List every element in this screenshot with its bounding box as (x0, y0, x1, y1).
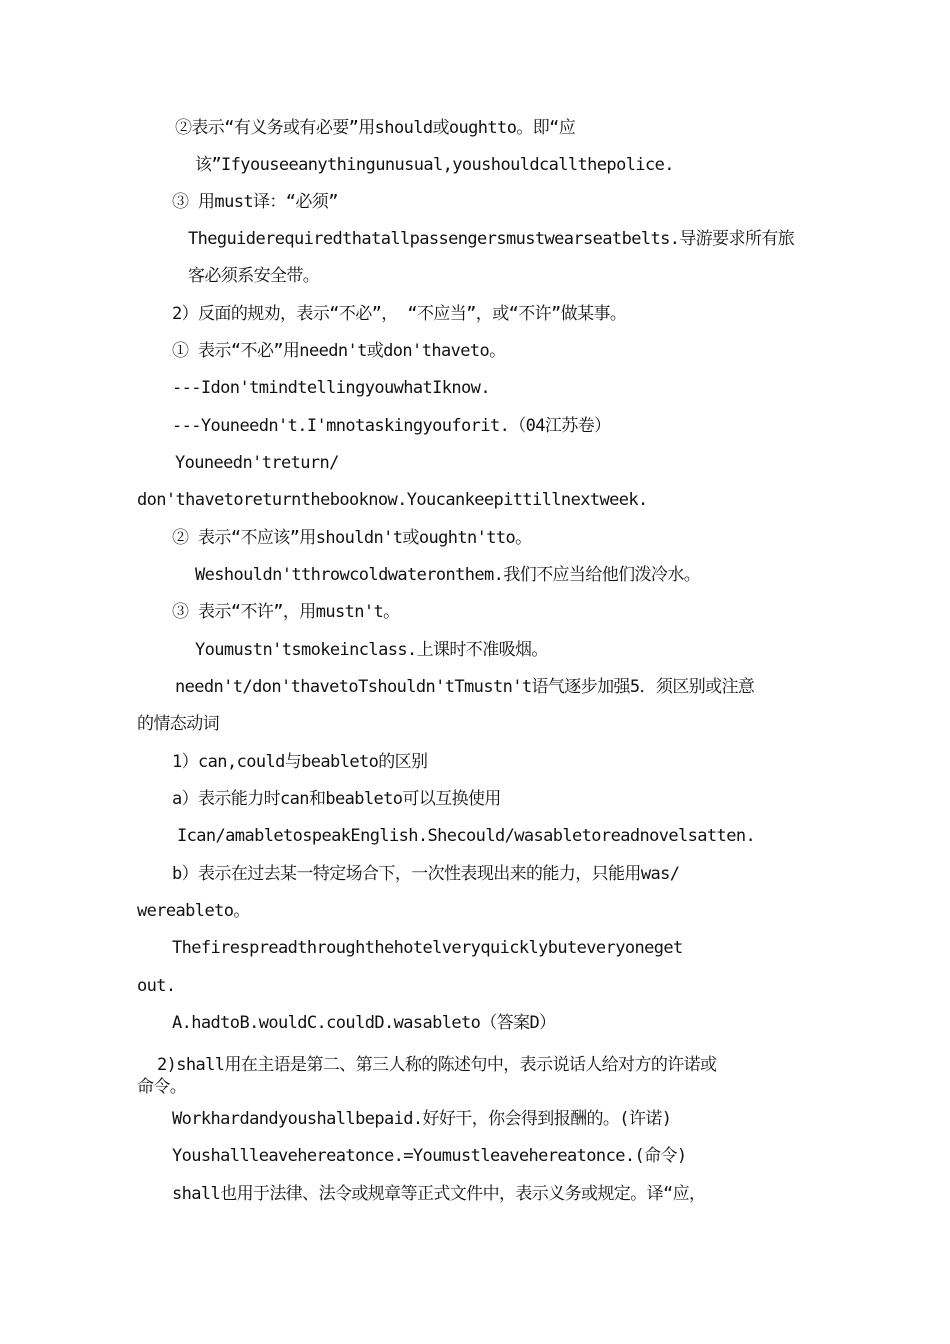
text-line: ① 表示“不必”用needn't或don'thaveto。 (172, 341, 506, 361)
text-line: a）表示能力时can和beableto可以互换使用 (172, 789, 501, 809)
text-line: 2)shall用在主语是第二、第三人称的陈述句中，表示说话人给对方的许诺或 (157, 1055, 717, 1075)
text-line: 命令。 (137, 1077, 187, 1097)
text-line: out. (137, 976, 176, 996)
text-line: ---Idon'tmindtellingyouwhatIknow. (172, 378, 490, 398)
text-line: 客必须系安全带。 (188, 266, 320, 286)
text-line: ③ 用must译：“必须” (172, 192, 338, 212)
text-line: 2）反面的规劝，表示“不必”， “不应当”，或“不许”做某事。 (172, 304, 627, 324)
text-line: ② 表示“不应该”用shouldn't或oughtn'tto。 (172, 528, 532, 548)
text-line: b）表示在过去某一特定场合下，一次性表现出来的能力，只能用was/ (172, 864, 680, 884)
text-line: Youneedn'treturn/ (175, 453, 339, 473)
text-line: don'thavetoreturnthebooknow.Youcankeepittillnextweek. (137, 490, 648, 510)
text-line: Youshallleavehereatonce.=Youmustleavehereatonce.(命令) (172, 1146, 687, 1166)
text-line: shall也用于法律、法令或规章等正式文件中，表示义务或规定。译“应， (172, 1184, 706, 1204)
text-line: ③ 表示“不许”，用mustn't。 (172, 602, 400, 622)
text-line: ---Youneedn't.I'mnotaskingyouforit.（04江苏卷） (172, 416, 611, 436)
text-line: Weshouldn'tthrowcoldwateronthem.我们不应当给他们泼冷水。 (195, 565, 701, 585)
text-line: Thefirespreadthroughthehotelveryquicklybuteveryoneget (172, 938, 683, 958)
text-line: wereableto。 (137, 901, 250, 921)
text-line: 的情态动词 (137, 714, 219, 734)
text-line: Ican/amabletospeakEnglish.Shecould/wasabletoreadnovelsatten. (177, 826, 756, 846)
text-line: A.hadtoB.wouldC.couldD.wasableto（答案D） (172, 1013, 556, 1033)
text-line: needn't/don'thavetoTshouldn'tTmustn't语气逐步加强5．须区别或注意 (175, 677, 755, 697)
text-line: 该”Ifyouseeanythingunusual,youshouldcallthepolice. (195, 155, 674, 175)
text-line: Theguiderequiredthatallpassengersmustwearseatbelts.导游要求所有旅 (188, 229, 795, 249)
text-line: ②表示“有义务或有必要”用should或oughtto。即“应 (175, 118, 576, 138)
text-line: Youmustn'tsmokeinclass.上课时不准吸烟。 (195, 640, 548, 660)
text-line: Workhardandyoushallbepaid.好好干，你会得到报酬的。(许诺) (172, 1109, 672, 1129)
text-line: 1）can,could与beableto的区别 (172, 752, 428, 772)
